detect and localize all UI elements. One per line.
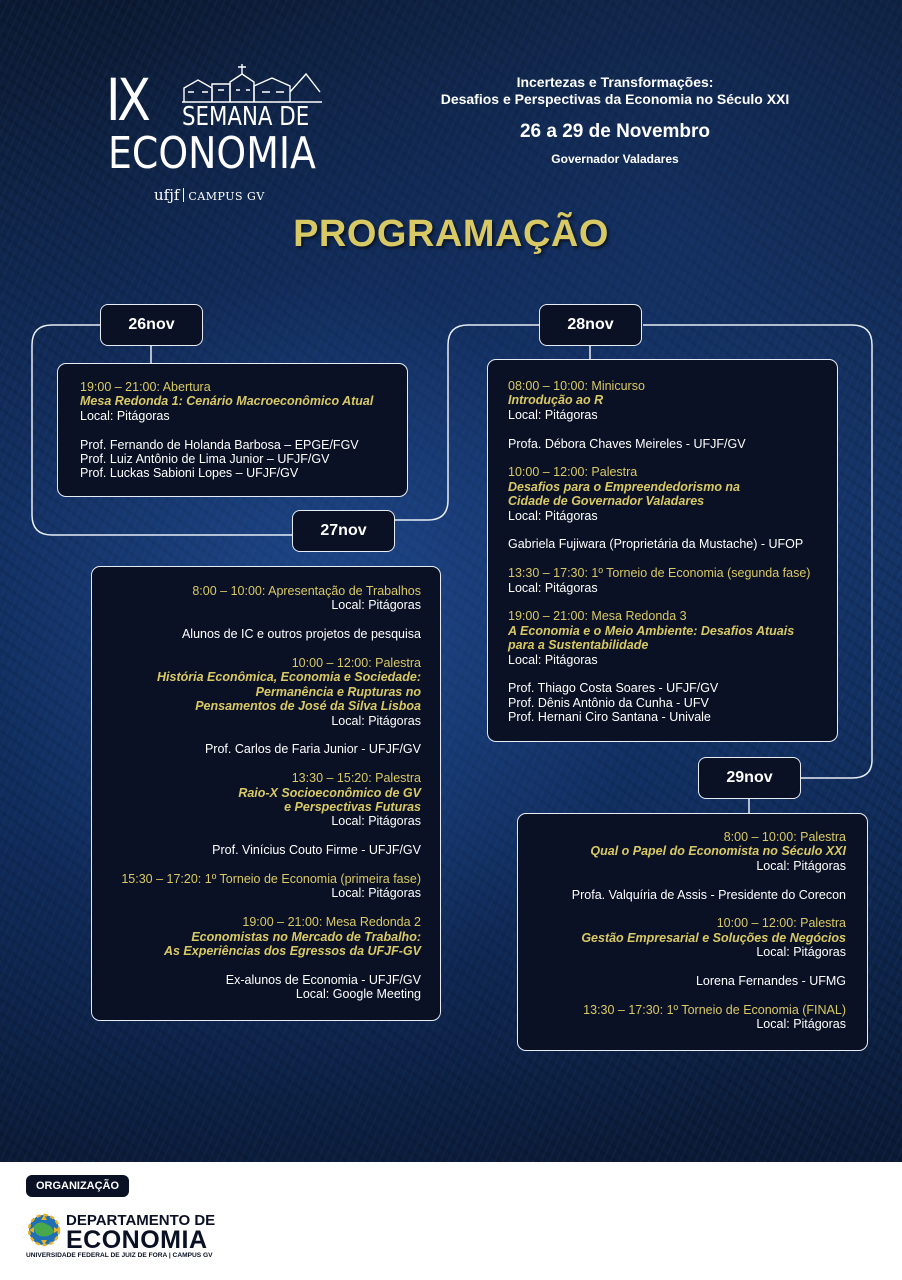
schedule-card-29nov [517,813,868,1051]
event-time: 13:30 – 15:20: Palestra [291,771,421,786]
event-location: Local: Pitágoras [331,598,421,613]
event-title: Cidade de Governador Valadares [508,494,705,509]
event-title: Raio-X Socioeconômico de GV [238,785,421,800]
event-title: Gestão Empresarial e Soluções de Negócios [581,930,846,945]
event-speaker: Prof. Vinícius Couto Firme - UFJF/GV [212,843,421,858]
event-city: Governador Valadares [551,152,679,166]
event-title: e Perspectivas Futuras [284,800,421,815]
event-title: Pensamentos de José da Silva Lisboa [195,699,421,714]
event-speaker: Prof. Thiago Costa Soares - UFJF/GV [508,681,719,696]
dept-line1: DEPARTAMENTO DE [66,1212,216,1229]
event-title: Introdução ao R [508,393,604,408]
event-title: Permanência e Rupturas no [255,684,421,699]
event-speaker: Prof. Luckas Sabioni Lopes – UFJF/GV [80,466,299,481]
footer [0,1162,902,1280]
event-speaker: Prof. Dênis Antônio da Cunha - UFV [508,695,709,710]
event-location: Local: Pitágoras [508,407,598,422]
event-title: Economistas no Mercado de Trabalho: [191,929,421,944]
theme-line2: Desafios e Perspectivas da Economia no Século XXI [440,91,790,107]
schedule-card-26nov [57,363,408,497]
event-time: 10:00 – 12:00: Palestra [508,465,638,480]
event-location: Local: Pitágoras [508,580,598,595]
event-time: 8:00 – 10:00: Palestra [723,830,846,844]
event-speaker: Prof. Hernani Ciro Santana - Univale [508,710,711,725]
dept-line2: ECONOMIA [66,1226,208,1254]
day-tag-26nov: 26nov [100,304,203,346]
event-speaker: Lorena Fernandes - UFMG [695,974,846,989]
day-tag-27nov: 27nov [292,510,395,552]
event-location: Local: Pitágoras [756,858,846,873]
event-time: 19:00 – 21:00: Abertura [80,380,211,394]
event-location: Local: Google Meeting [295,987,421,1002]
event-location: Local: Pitágoras [756,1017,846,1032]
event-speaker: Profa. Débora Chaves Meireles - UFJF/GV [508,436,746,451]
event-speaker: Prof. Fernando de Holanda Barbosa – EPGE/FGV [80,437,359,452]
event-location: Local: Pitágoras [508,652,598,667]
event-location: Local: Pitágoras [508,508,598,523]
event-time: 19:00 – 21:00: Mesa Redonda 3 [508,609,687,624]
event-time: 08:00 – 10:00: Minicurso [508,379,645,393]
event-location: Local: Pitágoras [756,945,846,960]
event-time: 15:30 – 17:20: 1º Torneio de Economia (primeira fase) [121,872,421,887]
event-speaker: Gabriela Fujiwara (Proprietária da Mustache) - UFOP [508,537,804,552]
event-title: Mesa Redonda 1: Cenário Macroeconômico Atual [80,394,374,409]
department-logo [26,1210,246,1274]
event-speaker: Ex-alunos de Economia - UFJF/GV [225,972,421,987]
event-speaker: Prof. Carlos de Faria Junior - UFJF/GV [204,742,421,757]
event-title: As Experiências dos Egressos da UFJF-GV [163,944,421,959]
day-tag-28nov: 28nov [539,304,642,346]
event-time: 8:00 – 10:00: Apresentação de Trabalhos [192,584,421,598]
event-speaker: Prof. Luiz Antônio de Lima Junior – UFJF/GV [80,452,330,467]
event-title: para a Sustentabilidade [508,638,649,653]
theme-line1: Incertezas e Transformações: [516,74,714,90]
dept-line3: UNIVERSIDADE FEDERAL DE JUIZ DE FORA | CAMPUS GV [26,1252,213,1259]
campus-name: CAMPUS GV [188,190,265,203]
event-location: Local: Pitágoras [331,713,421,728]
event-time: 10:00 – 12:00: Palestra [716,916,846,931]
schedule-card-27nov [91,566,441,1021]
event-time: 10:00 – 12:00: Palestra [291,656,421,670]
gear-globe-icon [26,1212,62,1248]
event-location: Local: Pitágoras [80,408,170,423]
event-speaker: Profa. Valquíria de Assis - Presidente do Corecon [571,887,846,902]
event-dates: 26 a 29 de Novembro [519,121,711,142]
program-title: PROGRAMAÇÃO [293,213,609,255]
day-tag-29nov: 29nov [698,757,801,799]
organization-label: ORGANIZAÇÃO [26,1175,129,1197]
event-location: Local: Pitágoras [331,814,421,829]
event-time: 13:30 – 17:30: 1º Torneio de Economia (FINAL) [583,1002,846,1017]
event-time: 19:00 – 21:00: Mesa Redonda 2 [242,915,421,930]
logo-line2: ECONOMIA [108,128,316,179]
event-title: Qual o Papel do Economista no Século XXI [590,844,846,859]
event-time: 13:30 – 17:30: 1º Torneio de Economia (segunda fase) [508,566,811,581]
university-name: ufjf [154,186,180,204]
logo-edition: IX [106,66,148,134]
event-speaker: Alunos de IC e outros projetos de pesquisa [181,627,421,642]
event-location: Local: Pitágoras [331,886,421,901]
logo-line1: SEMANA DE [182,102,310,132]
event-title: Desafios para o Empreendedorismo na [508,479,741,494]
event-title: A Economia e o Meio Ambiente: Desafios Atuais [508,623,795,638]
event-title: História Econômica, Economia e Sociedade: [157,670,421,685]
schedule-card-28nov [487,359,838,742]
